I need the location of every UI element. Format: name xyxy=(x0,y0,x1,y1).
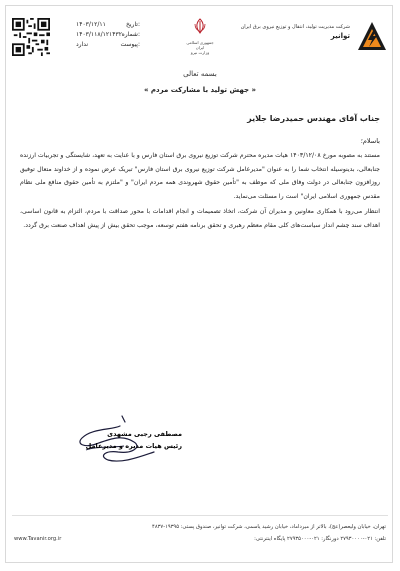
year-slogan: « جهش تولید با مشارکت مردم » xyxy=(143,86,257,94)
page-footer xyxy=(12,515,388,558)
paragraph-2: انتظار می‌رود با همکاری معاونین و مدیران آن شرکت، اتخاذ تصمیمات و انجام اقدامات با محور صداقت با مردم، التزام به قانون اساسی، اهداف سند چشم انداز سیاست‌های کلی مقام معظم رهبری و تحقق برنامه هفتم توسعه، موجب تحقق بیش از پیش اهداف صنعت برق گردد. xyxy=(20,208,380,229)
footer-contact: تلفن: ۰۲۱-۲۷۹۳۰۰۰۰ دورنگار: ۰۲۱-۲۷۹۳۵۰۰۰ پایگاه اینترنتی: xyxy=(254,536,386,542)
tavanir-logo-icon xyxy=(356,20,388,52)
signature-block xyxy=(62,412,182,470)
company-name-line2: توانیر xyxy=(330,32,350,40)
number-value: ۱۴۰۳/۱۱۸/۱۲۱۴۳۲ xyxy=(76,31,122,38)
recipient: جناب آقای مهندس حمیدرضا جلایر xyxy=(247,114,380,123)
greeting: باسلام؛ xyxy=(360,137,380,145)
date-label: تاریخ: xyxy=(126,21,140,28)
signer-name: مصطفی رجبی مشهدی xyxy=(107,430,182,438)
letterhead xyxy=(12,18,388,66)
footer-address: تهران، خیابان ولیعصر(عج)، بالاتر از میرداماد، خیابان رشید یاسمی، شرکت توانیر، صندوق پستی: ۱۹۳۹۵-۴۸۳۷ xyxy=(152,524,386,530)
company-logo xyxy=(238,20,388,60)
letter-meta xyxy=(76,20,140,50)
emblem-caption: جمهوری اسلامی ایران وزارت نیرو xyxy=(186,40,214,55)
handwritten-signature xyxy=(62,412,172,467)
bismillah: بسمه تعالی xyxy=(183,70,217,78)
paragraph-1: مستند به مصوبه مورخ ۱۴۰۳/۱۲/۰۸ هیات مدیره محترم شرکت توزیع نیروی برق استان فارس و با عنایت به تعهد، شایستگی و تجربیات ارزنده جنابعالی، بدینوسیله انتخاب شما را به عنوان "مدیرعامل شرکت توزیع نیروی برق استان فارس" تبریک عرض نموده و از خداوند متعال توفیق روزافزون جنابعالی در دولت وفاق ملی که موظف به "تأمین حقوق شهروندی همه مردم ایران" و "ملتزم به تأمین حقوق منافع ملی نظام مقدس جمهوری اسلامی ایران" است را مسئلت می‌نماید. xyxy=(20,152,380,200)
company-name xyxy=(241,24,350,40)
company-name-line1: شرکت مدیریت تولید، انتقال و توزیع نیروی برق ایران xyxy=(240,24,350,30)
footer-website: www.Tavanir.org.ir xyxy=(14,536,62,542)
date-value: ۱۴۰۳/۱۲/۱۱ xyxy=(76,21,106,28)
emblem-icon xyxy=(193,18,207,34)
number-label: شماره: xyxy=(121,31,140,38)
attachment-label: پیوست: xyxy=(120,41,140,48)
qr-code xyxy=(12,18,50,56)
signer-title: رئیس هیات مدیره و مدیرعامل xyxy=(85,442,182,450)
national-emblem xyxy=(185,18,215,56)
attachment-value: ندارد xyxy=(76,41,89,48)
letter-body xyxy=(20,70,380,232)
